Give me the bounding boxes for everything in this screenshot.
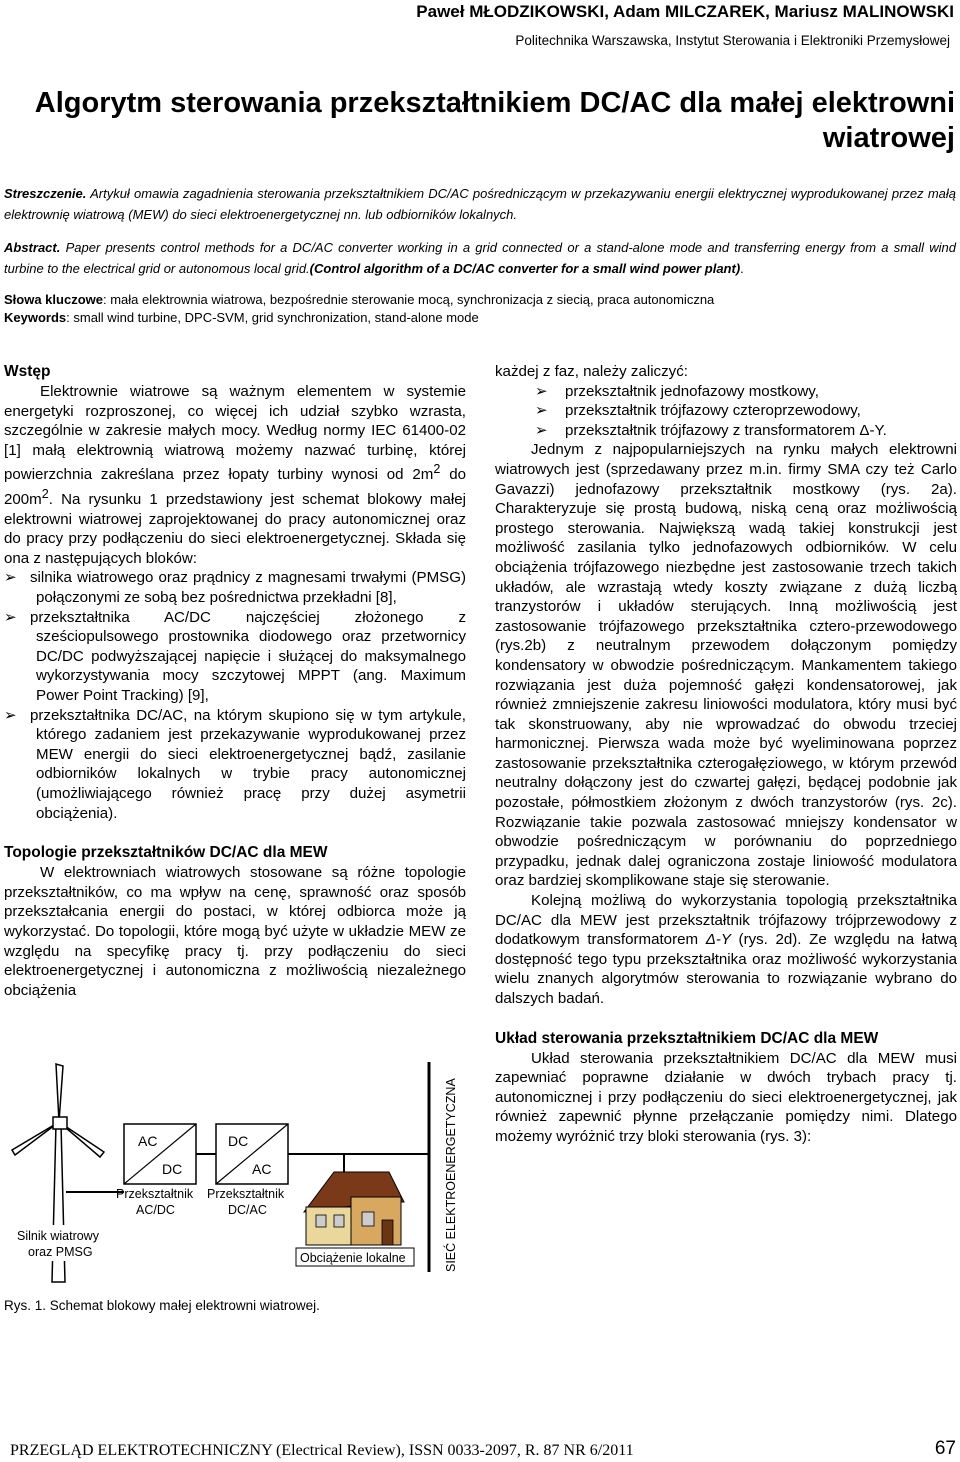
arrow-bullet-icon: ➢	[535, 382, 548, 400]
list-item: ➢ przekształtnik jednofazowy mostkowy,	[535, 382, 819, 400]
streszczenie-label: Streszczenie.	[4, 186, 87, 201]
heading-uklad: Układ sterowania przekształtnikiem DC/AC dla MEW	[495, 1029, 879, 1047]
acdc-caption-1: Przekształtnik	[116, 1187, 194, 1201]
paragraph-topologie: W elektrowniach wiatrowych stosowane są różne topologie przekształtników, co ma wpływ na cenę, sprawność oraz sposób przekształcania energii do postaci, w której odbiorca może ją wykorzystać. Do topologii, które mogą być użyte w układzie MEW ze względu na specyfikę pracy tj. przy podłączeniu do sieci elektroenergetycznej i autonomiczna z możliwością niezależnego obciążenia	[4, 864, 466, 999]
figure-caption: Rys. 1. Schemat blokowy małej elektrowni wiatrowej.	[4, 1298, 320, 1313]
acdc-caption-2: AC/DC	[136, 1203, 175, 1217]
affiliation: Politechnika Warszawska, Instytut Sterowania i Elektroniki Przemysłowej	[515, 33, 950, 48]
acdc-bottom-label: DC	[162, 1161, 183, 1177]
paragraph-uklad: Układ sterowania przekształtnikiem DC/AC dla MEW musi zapewniać poprawne działanie w dwóch trybach pracy tj. autonomicznej i przy podłączeniu do sieci elektroenergetycznej, jak również zapewnić płynne przełączanie pomiędzy nimi. Dlatego możemy wyróżnić trzy bloki sterowania (rys. 3):	[495, 1049, 957, 1145]
keywords-en-label: Keywords	[4, 310, 67, 325]
dcac-caption-2: DC/AC	[228, 1203, 267, 1217]
dcac-caption-1: Przekształtnik	[207, 1187, 285, 1201]
journal-footer: PRZEGLĄD ELEKTROTECHNICZNY (Electrical Review), ISSN 0033-2097, R. 87 NR 6/2011	[10, 1442, 634, 1459]
list-item: ➢ przekształtnik trójfazowy czteroprzewodowy,	[535, 402, 861, 420]
streszczenie	[4, 183, 956, 225]
load-label: Obciążenie lokalne	[300, 1251, 406, 1265]
list-item: ➢ przekształtnika DC/AC, na którym skupiono się w tym artykule, którego zadaniem jest przekazywanie wyprodukowanej przez MEW energii do sieci elektroenergetycznej bądź, zasilanie odbiorników lokalnych w trybie pracy autonomicznej (umożliwiającego również pracę przy dużej asymetrii obciążenia).	[4, 706, 466, 822]
acdc-top-label: AC	[138, 1133, 158, 1149]
grid-label: SIEĆ ELEKTROENERGETYCZNA	[444, 1078, 458, 1272]
arrow-bullet-icon: ➢	[4, 706, 17, 724]
left-column	[4, 362, 466, 1000]
paragraph-list-intro: każdej z faz, należy zaliczyć:	[495, 363, 688, 380]
arrow-bullet-icon: ➢	[4, 608, 17, 626]
arrow-bullet-icon: ➢	[535, 402, 548, 420]
paragraph-delta-y: Kolejną możliwą do wykorzystania topologią przekształtnika DC/AC dla MEW jest przekształtnik trójfazowy trójprzewodowy z dodatkowym transformatorem Δ-Y (rys. 2d). Ze względu na łatwą dostępność tego typu przekształtnika oraz możliwość wykorzystania wielu znanych algorytmów sterowania to rozwiązanie wybrano do dalszych badań.	[495, 892, 957, 1007]
keywords-pl-label: Słowa kluczowe	[4, 292, 103, 307]
paragraph-topologies: Jednym z najpopularniejszych na rynku małych elektrowni wiatrowych jest (sprzedawany przez m.in. firmy SMA czy też Carlo Gavazzi) jednofazowy przekształtnik mostkowy (rys. 2a). Charakteryzuje się prostą budową, niską ceną oraz możliwością prostego sterowania. Największą wadą takiej konstrukcji jest możliwość zasilania tylko jednofazowych odbiorników. W celu obciążenia trójfazowego niezbędne jest zastosowanie trzech takich układów, ale wzrastają wtedy koszty związane z dużą liczbą tranzystorów i układów sterujących. Inną możliwością jest zastosowanie trójfazowego przekształtnika cztero-przewodowego (rys.2b) z neutralnym przewodem dołączonym pomiędzy kondensatory w obwodzie pośredniczącym. Mankamentem takiego rozwiązania jest duża pojemność gałęzi kondensatorowej, jak również zmniejszenie zakresu liniowości modulatora, który musi być tak skonstruowany, aby nie wprowadzać do obwodu trzeciej harmonicznej. Pierwsza wada może być wyeliminowana poprzez zastosowanie przekształtnika czterogałęziowego, w którym przewód neutralny dołączony jest do czwartej gałęzi, będącej podobnie jak pozostałe, półmostkiem złożonym z dwóch tranzystorów (rys. 2c). Rozwiązanie takie pozwala zastosować mniejszy kondensator w obwodzie pośredniczącym w porównaniu do poprzedniego przypadku, jednak dalej ograniczona zostaje liniowość modulatora oraz bardziej skomplikowane staje się sterowanie.	[495, 441, 957, 890]
dcac-bottom-label: AC	[252, 1161, 272, 1177]
arrow-bullet-icon: ➢	[535, 421, 548, 439]
paper-title: Algorytm sterowania przekształtnikiem DC/AC dla małej elektrowni wiatrowej	[34, 87, 955, 154]
abstract: Abstract. Paper presents control methods for a DC/AC converter working in a grid connected or a stand-alone mode and transferring energy from a small wind turbine to the electrical grid or autonomous local grid.(Control algorithm of a DC/AC converter for a small wind power plant).	[4, 240, 956, 276]
arrow-bullet-icon: ➢	[4, 569, 17, 587]
heading-wstep: Wstęp	[4, 363, 51, 380]
list-item: ➢ przekształtnika AC/DC najczęściej złożonego z sześciopulsowego prostownika diodowego oraz przetwornicy DC/DC podwyższającej napięcie i służącej do maksymalnego wykorzystywania mocy szczytowej MPPT (ang. Maximum Power Point Tracking) [9],	[4, 608, 466, 704]
dcac-top-label: DC	[228, 1133, 249, 1149]
authors: Paweł MŁODZIKOWSKI, Adam MILCZAREK, Mariusz MALINOWSKI	[416, 2, 954, 21]
figure-1	[4, 1062, 468, 1287]
list-item: ➢ przekształtnik trójfazowy z transformatorem Δ-Y.	[535, 421, 887, 439]
keywords-pl: Słowa kluczowe: mała elektrownia wiatrowa, bezpośrednie sterowanie mocą, synchronizacja z siecią, praca autonomiczna	[4, 292, 715, 307]
abstract-text: Paper presents control methods for a DC/AC converter working in a grid connected or a stand-alone mode and transferring energy from a small wind turbine to the electrical grid or autonomous local grid.	[4, 240, 956, 276]
generator-caption-1: Silnik wiatrowy	[17, 1229, 99, 1243]
keywords-en: Keywords: small wind turbine, DPC-SVM, grid synchronization, stand-alone mode	[4, 310, 479, 325]
house-icon	[304, 1172, 404, 1245]
abstract-label: Abstract.	[4, 240, 61, 255]
streszczenie-text: Artykuł omawia zagadnienia sterowania przekształtnikiem DC/AC pośredniczącym w przekazywaniu energii elektrycznej wyprodukowanej przez małą elektrownię wiatrową (MEW) do sieci elektroenergetycznej nn. lub odbiorników lokalnych.	[4, 186, 956, 222]
right-column	[495, 362, 957, 1147]
generator-caption-2: oraz PMSG	[28, 1245, 93, 1259]
abstract-title-en: (Control algorithm of a DC/AC converter for a small wind power plant)	[309, 261, 741, 276]
paragraph-intro: Elektrownie wiatrowe są ważnym elementem w systemie energetyki rozproszonej, co więcej ich udział szybko wzrasta, szczególnie w zakresie małych mocy. Według normy IEC 61400-02 [1] małą elektrownią wiatrową możemy nazwać turbinę, której powierzchnia zakreślana przez łopaty turbiny wynosi od $2m^2$ do $200m^2$. Na rysunku 1 przedstawiony jest schemat blokowy małej elektrowni wiatrowej zaprojektowanej do pracy autonomicznej oraz do pracy przy podłączeniu do sieci elektroenergetycznej. Składa się ona z następujących bloków:	[4, 383, 467, 567]
page-number: 67	[934, 1438, 956, 1459]
list-item: ➢ silnika wiatrowego oraz prądnicy z magnesami trwałymi (PMSG) połączonymi ze sobą bez pośrednictwa przekładni [8],	[4, 569, 466, 606]
heading-topologie: Topologie przekształtników DC/AC dla MEW	[4, 844, 328, 862]
